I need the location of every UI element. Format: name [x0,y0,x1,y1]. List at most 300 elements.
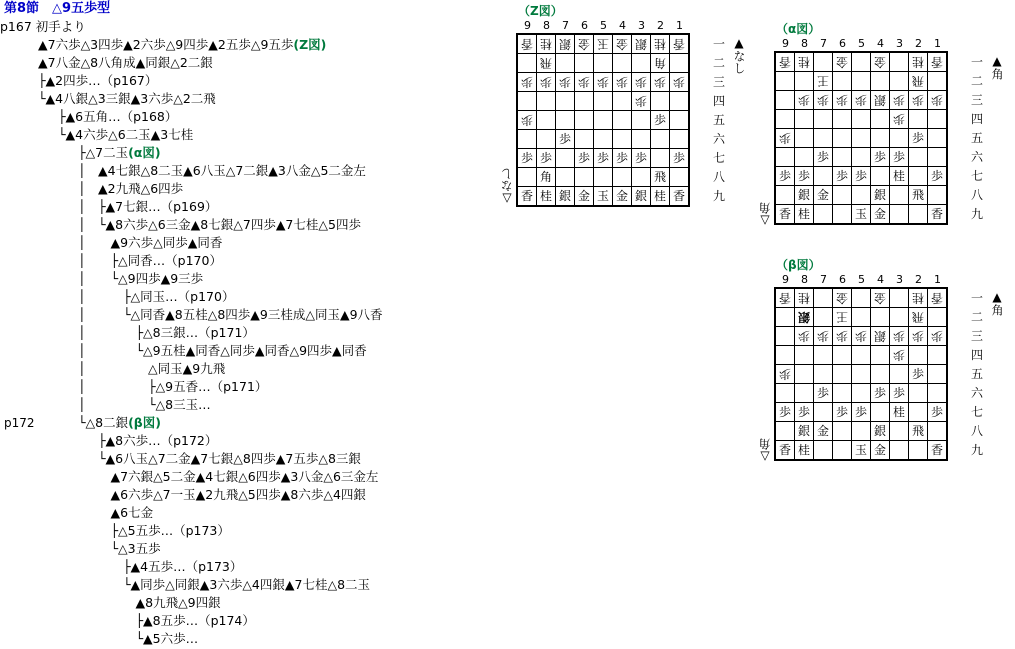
board-square [776,72,794,90]
board-square: 飛 [909,422,927,440]
move-text: └▲4八銀△3三銀▲3六歩△2二飛 [38,91,216,106]
board-square [795,148,813,166]
board-square: 角 [537,168,555,186]
board-square: 金 [575,35,593,53]
board-square [833,422,851,440]
board-square [556,54,574,72]
board-square [852,346,870,364]
row-label: 四 [713,94,726,108]
row-label: 九 [713,189,726,203]
board-square: 桂 [537,187,555,205]
move-text: └▲5六歩… [98,631,199,646]
row-label: 九 [971,207,984,221]
board-square [890,205,908,223]
board-square [537,111,555,129]
board-square: 玉 [594,187,612,205]
gote-hand: △角 [758,438,772,464]
move-line [98,432,217,450]
column-label: 8 [801,273,808,286]
row-label: 二 [713,56,726,70]
shogi-board [516,33,690,207]
board-square [575,111,593,129]
board-square: 桂 [651,187,669,205]
board-square: 金 [871,205,889,223]
board-square [852,384,870,402]
row-label: 七 [971,405,984,419]
board-square: 飛 [651,168,669,186]
row-labels [971,53,983,224]
move-line [78,414,161,432]
board-square: 飛 [909,308,927,326]
board-square: 歩 [518,73,536,91]
board-square: 歩 [575,73,593,91]
board-square: 桂 [890,403,908,421]
board-square: 桂 [651,35,669,53]
row-label: 八 [971,424,984,438]
board-square [795,346,813,364]
row-label: 一 [713,37,726,51]
board-square [814,346,832,364]
board-square [632,54,650,72]
board-diagram-beta [758,254,1014,484]
move-line [78,234,222,252]
board-square [776,308,794,326]
move-line [78,288,234,306]
board-square [833,186,851,204]
board-square [814,365,832,383]
board-square [871,167,889,185]
board-square [556,92,574,110]
board-square: 銀 [871,327,889,345]
board-square [833,365,851,383]
board-square: 玉 [852,441,870,459]
board-square [814,441,832,459]
move-text: │ └△8三玉… [78,397,211,412]
move-line [78,144,161,162]
board-square: 歩 [776,129,794,147]
move-text: ▲7六歩△3四歩▲2六歩△9四歩▲2五歩△9五歩 [38,37,294,52]
row-labels [971,289,983,460]
diagram-reference: (β図) [128,415,161,430]
board-square [890,72,908,90]
board-square [518,54,536,72]
board-square [651,92,669,110]
move-text: │ ▲9六歩△同歩▲同香 [78,235,223,250]
move-line [78,162,366,180]
board-square [776,327,794,345]
board-square: 香 [518,187,536,205]
board-square [814,110,832,128]
sente-hand: ▲なし [732,36,746,74]
board-square [890,441,908,459]
board-square: 歩 [670,149,688,167]
board-diagram-z [500,0,756,230]
board-square [594,54,612,72]
column-label: 6 [839,273,846,286]
board-square: 歩 [852,91,870,109]
move-line [78,270,203,288]
board-square [852,186,870,204]
column-label: 4 [877,37,884,50]
board-square [890,129,908,147]
board-square: 金 [833,53,851,71]
diagram-reference: (α図) [128,145,161,160]
board-square [518,92,536,110]
board-square: 歩 [556,130,574,148]
move-line [38,54,213,72]
board-square: 歩 [890,148,908,166]
board-square: 香 [928,53,946,71]
board-square [776,346,794,364]
board-square [814,205,832,223]
section-title: 第8節 △9五歩型 [4,1,111,16]
row-label: 一 [971,291,984,305]
row-label: 六 [971,150,984,164]
move-line [78,342,367,360]
column-label: 9 [782,37,789,50]
board-square: 歩 [814,384,832,402]
board-square [852,148,870,166]
board-square: 銀 [632,187,650,205]
board-square [670,54,688,72]
board-square [613,92,631,110]
board-square [928,384,946,402]
column-label: 5 [858,37,865,50]
move-line [78,306,383,324]
board-title: （α図） [776,22,821,36]
board-square [814,129,832,147]
board-square [890,53,908,71]
board-square: 銀 [556,187,574,205]
move-line [98,594,221,612]
board-square: 桂 [795,205,813,223]
move-text: └▲4六歩△6二玉▲3七桂 [58,127,194,142]
move-text: │ ▲2九飛△6四歩 [78,181,184,196]
board-square [632,130,650,148]
board-square [833,110,851,128]
board-square [537,92,555,110]
move-line [78,396,211,414]
board-square [928,422,946,440]
column-label: 1 [934,37,941,50]
board-square: 歩 [814,148,832,166]
board-square [871,110,889,128]
board-square [890,365,908,383]
gote-hand: △なし [500,168,514,206]
board-square: 歩 [632,92,650,110]
column-label: 7 [562,19,569,32]
board-square [795,384,813,402]
move-line [0,18,86,36]
board-square [814,403,832,421]
board-square: 銀 [871,186,889,204]
move-text: ├▲4五歩…（p173） [98,559,243,574]
column-label: 5 [600,19,607,32]
board-square [833,148,851,166]
move-text: │ ├△9五香…（p171） [78,379,268,394]
board-square: 飛 [909,72,927,90]
board-square: 歩 [833,403,851,421]
board-square [833,72,851,90]
board-square [776,91,794,109]
column-label: 7 [820,273,827,286]
move-text: ▲7六銀△5二金▲4七銀△6四歩▲3八金△6三金左 [98,469,379,484]
board-square [871,403,889,421]
board-square [852,365,870,383]
board-square [670,92,688,110]
board-square [670,130,688,148]
column-label: 1 [934,273,941,286]
board-square [651,130,669,148]
row-label: 六 [713,132,726,146]
move-line [98,522,230,540]
board-square [909,441,927,459]
board-square: 銀 [871,422,889,440]
board-square: 歩 [575,149,593,167]
move-text: ▲7八金△8八角成▲同銀△2二銀 [38,55,213,70]
row-label: 五 [713,113,726,127]
board-square [632,168,650,186]
move-text: │ └△同香▲8五桂△8四歩▲9三桂成△同玉▲9八香 [78,307,383,322]
board-square [909,110,927,128]
column-label: 9 [524,19,531,32]
board-square [928,346,946,364]
board-square: 銀 [632,35,650,53]
row-label: 二 [971,310,984,324]
row-label: 五 [971,131,984,145]
board-square [871,346,889,364]
board-square [613,54,631,72]
move-text: ├△5五歩…（p173） [98,523,230,538]
board-square: 桂 [890,167,908,185]
board-square [871,365,889,383]
board-square: 桂 [795,289,813,307]
board-square: 金 [613,187,631,205]
board-square [814,289,832,307]
move-line [78,324,255,342]
column-label: 7 [820,37,827,50]
board-square: 歩 [613,73,631,91]
board-square [833,205,851,223]
board-square: 歩 [909,327,927,345]
board-square [890,289,908,307]
board-square [909,403,927,421]
board-square [871,72,889,90]
board-square: 飛 [537,54,555,72]
board-square: 歩 [632,149,650,167]
board-square: 桂 [795,441,813,459]
board-square: 銀 [556,35,574,53]
shogi-board [774,287,948,461]
move-line [38,36,326,54]
board-square: 桂 [537,35,555,53]
move-line [78,216,361,234]
board-square: 香 [518,35,536,53]
column-label: 6 [581,19,588,32]
board-square: 歩 [833,327,851,345]
move-line [98,486,366,504]
column-label: 2 [657,19,664,32]
board-square [776,422,794,440]
board-square [795,129,813,147]
board-square: 歩 [632,73,650,91]
board-square [613,130,631,148]
row-label: 一 [971,55,984,69]
board-square [556,168,574,186]
move-line [78,198,217,216]
board-square [890,422,908,440]
board-square [909,167,927,185]
board-square: 王 [833,308,851,326]
board-square [776,384,794,402]
board-square: 金 [575,187,593,205]
board-square [594,168,612,186]
row-label: 三 [971,329,984,343]
board-square: 香 [670,35,688,53]
board-square [909,384,927,402]
board-square: 歩 [537,149,555,167]
row-label: 七 [713,151,726,165]
column-labels [518,20,689,32]
board-square [909,205,927,223]
board-square: 歩 [814,327,832,345]
board-square [518,168,536,186]
board-square: 歩 [776,167,794,185]
board-square: 歩 [928,91,946,109]
move-text: │ ├△同香…（p170） [78,253,222,268]
board-square: 歩 [890,327,908,345]
board-square [833,129,851,147]
board-square: 香 [776,53,794,71]
board-square [928,129,946,147]
board-square: 歩 [852,167,870,185]
board-square: 銀 [795,308,813,326]
variation-tree [0,0,490,649]
row-label: 五 [971,367,984,381]
row-label: 九 [971,443,984,457]
diagram-reference: (Z図) [293,37,327,52]
board-square: 香 [776,205,794,223]
board-square: 歩 [871,148,889,166]
board-square [776,186,794,204]
move-text: │ ├△8三銀…（p171） [78,325,255,340]
board-title: （Z図） [518,4,563,18]
column-labels [776,38,947,50]
board-square: 角 [651,54,669,72]
move-line [78,180,183,198]
board-diagram-alpha [758,18,1014,248]
board-square: 歩 [776,365,794,383]
board-square: 歩 [651,73,669,91]
board-square [613,168,631,186]
board-square: 歩 [833,167,851,185]
move-text: │ ├▲7七銀…（p169） [78,199,218,214]
board-square [613,111,631,129]
board-square: 歩 [776,403,794,421]
board-square: 歩 [928,403,946,421]
board-square: 歩 [928,167,946,185]
column-label: 3 [896,37,903,50]
board-square: 歩 [833,91,851,109]
row-label: 六 [971,386,984,400]
board-square: 金 [833,289,851,307]
board-square: 香 [670,187,688,205]
board-square [575,130,593,148]
move-text: │ △同玉▲9九飛 [78,361,226,376]
board-square: 歩 [795,167,813,185]
board-square [852,110,870,128]
board-square [537,130,555,148]
row-label: 二 [971,74,984,88]
board-square: 歩 [594,73,612,91]
board-square: 王 [814,72,832,90]
board-square [651,149,669,167]
board-square [928,148,946,166]
board-square: 歩 [670,73,688,91]
move-line [98,630,198,648]
board-square [909,148,927,166]
move-line [58,126,193,144]
board-square [814,308,832,326]
move-line [98,540,161,558]
board-square: 飛 [909,186,927,204]
board-square [594,130,612,148]
board-square [795,365,813,383]
board-square: 歩 [909,129,927,147]
move-text: └▲6八玉△7二金▲7七銀△8四歩▲7五歩△8三銀 [98,451,361,466]
board-square [594,92,612,110]
board-square: 金 [613,35,631,53]
board-square [852,308,870,326]
board-square: 銀 [795,422,813,440]
board-square [852,289,870,307]
board-square: 銀 [871,91,889,109]
move-line [98,558,242,576]
move-text: │ ├△同玉…（p170） [78,289,235,304]
board-square [928,186,946,204]
move-text: ├▲6五角…（p168） [58,109,178,124]
board-square: 香 [928,289,946,307]
board-square [928,308,946,326]
board-square [833,441,851,459]
board-square: 歩 [909,91,927,109]
board-title: （β図） [776,258,821,272]
board-square: 歩 [928,327,946,345]
move-line [38,72,157,90]
move-text: │ ▲4七銀△8二玉▲6八玉△7二銀▲3八金△5二金左 [78,163,366,178]
board-square [871,129,889,147]
board-square [852,422,870,440]
board-square [852,53,870,71]
move-line [58,108,177,126]
column-label: 4 [877,273,884,286]
board-square: 銀 [795,186,813,204]
board-square: 玉 [594,35,612,53]
board-square: 歩 [909,365,927,383]
row-label: 八 [971,188,984,202]
board-square: 歩 [651,111,669,129]
board-square: 歩 [890,91,908,109]
board-square [670,111,688,129]
column-label: 8 [801,37,808,50]
board-square [575,54,593,72]
row-label: 四 [971,112,984,126]
column-labels [776,274,947,286]
page-reference: p172 [4,416,35,430]
board-square: 歩 [890,384,908,402]
shogi-board [774,51,948,225]
board-square [814,167,832,185]
